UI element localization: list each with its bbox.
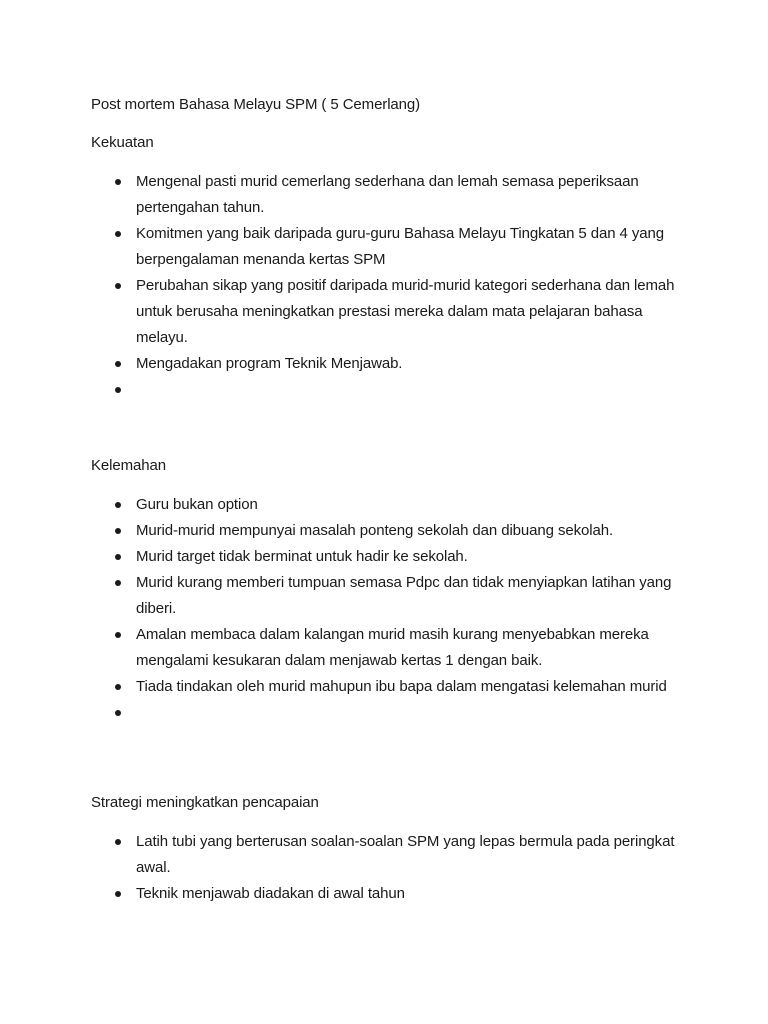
list-item xyxy=(113,570,696,622)
bullet-icon xyxy=(115,632,121,638)
document-title: Post mortem Bahasa Melayu SPM ( 5 Cemerlang) xyxy=(91,96,421,113)
list-item xyxy=(113,518,696,544)
list-item-text: Amalan membaca dalam kalangan murid masih kurang menyebabkan mereka mengalami kesukaran dalam menjawab kertas 1 dengan baik. xyxy=(136,626,649,669)
bullet-icon xyxy=(115,891,121,897)
bullet-icon xyxy=(115,528,121,534)
bullet-icon xyxy=(115,580,121,586)
bullet-icon xyxy=(115,554,121,560)
list-item xyxy=(113,881,696,907)
list-item-text: Tiada tindakan oleh murid mahupun ibu bapa dalam mengatasi kelemahan murid xyxy=(136,678,667,695)
list-item-empty xyxy=(113,377,696,403)
list-item-text: Komitmen yang baik daripada guru-guru Bahasa Melayu Tingkatan 5 dan 4 yang berpengalaman menanda kertas SPM xyxy=(136,225,664,268)
bullet-icon xyxy=(115,502,121,508)
bullet-icon xyxy=(115,839,121,845)
list-item-text: Latih tubi yang berterusan soalan-soalan SPM yang lepas bermula pada peringkat awal. xyxy=(136,833,675,876)
list-item-text: Perubahan sikap yang positif daripada murid-murid kategori sederhana dan lemah untuk berusaha meningkatkan prestasi mereka dalam mata pelajaran bahasa melayu. xyxy=(136,277,675,346)
list-item xyxy=(113,351,696,377)
list-item xyxy=(113,273,696,351)
list-item-text xyxy=(136,700,696,726)
strategi-list xyxy=(113,829,696,907)
list-item xyxy=(113,829,696,881)
kelemahan-list xyxy=(113,492,696,726)
section-heading-kelemahan: Kelemahan xyxy=(91,457,166,474)
list-item-text: Mengenal pasti murid cemerlang sederhana dan lemah semasa peperiksaan pertengahan tahun. xyxy=(136,173,639,216)
bullet-icon xyxy=(115,710,121,716)
bullet-icon xyxy=(115,231,121,237)
list-item-text: Murid-murid mempunyai masalah ponteng sekolah dan dibuang sekolah. xyxy=(136,522,614,539)
list-item-text: Guru bukan option xyxy=(136,496,258,513)
bullet-icon xyxy=(115,684,121,690)
list-item-text xyxy=(136,377,696,403)
list-item xyxy=(113,492,696,518)
bullet-icon xyxy=(115,179,121,185)
list-item-text: Murid kurang memberi tumpuan semasa Pdpc dan tidak menyiapkan latihan yang diberi. xyxy=(136,574,672,617)
bullet-icon xyxy=(115,361,121,367)
bullet-icon xyxy=(115,387,121,393)
list-item xyxy=(113,221,696,273)
list-item-text: Teknik menjawab diadakan di awal tahun xyxy=(136,885,405,902)
list-item xyxy=(113,169,696,221)
section-heading-kekuatan: Kekuatan xyxy=(91,134,154,151)
section-heading-strategi: Strategi meningkatkan pencapaian xyxy=(91,794,319,811)
list-item-text: Murid target tidak berminat untuk hadir ke sekolah. xyxy=(136,548,468,565)
bullet-icon xyxy=(115,283,121,289)
list-item xyxy=(113,622,696,674)
list-item-empty xyxy=(113,700,696,726)
list-item xyxy=(113,544,696,570)
list-item xyxy=(113,674,696,700)
kekuatan-list xyxy=(113,169,696,403)
list-item-text: Mengadakan program Teknik Menjawab. xyxy=(136,355,403,372)
